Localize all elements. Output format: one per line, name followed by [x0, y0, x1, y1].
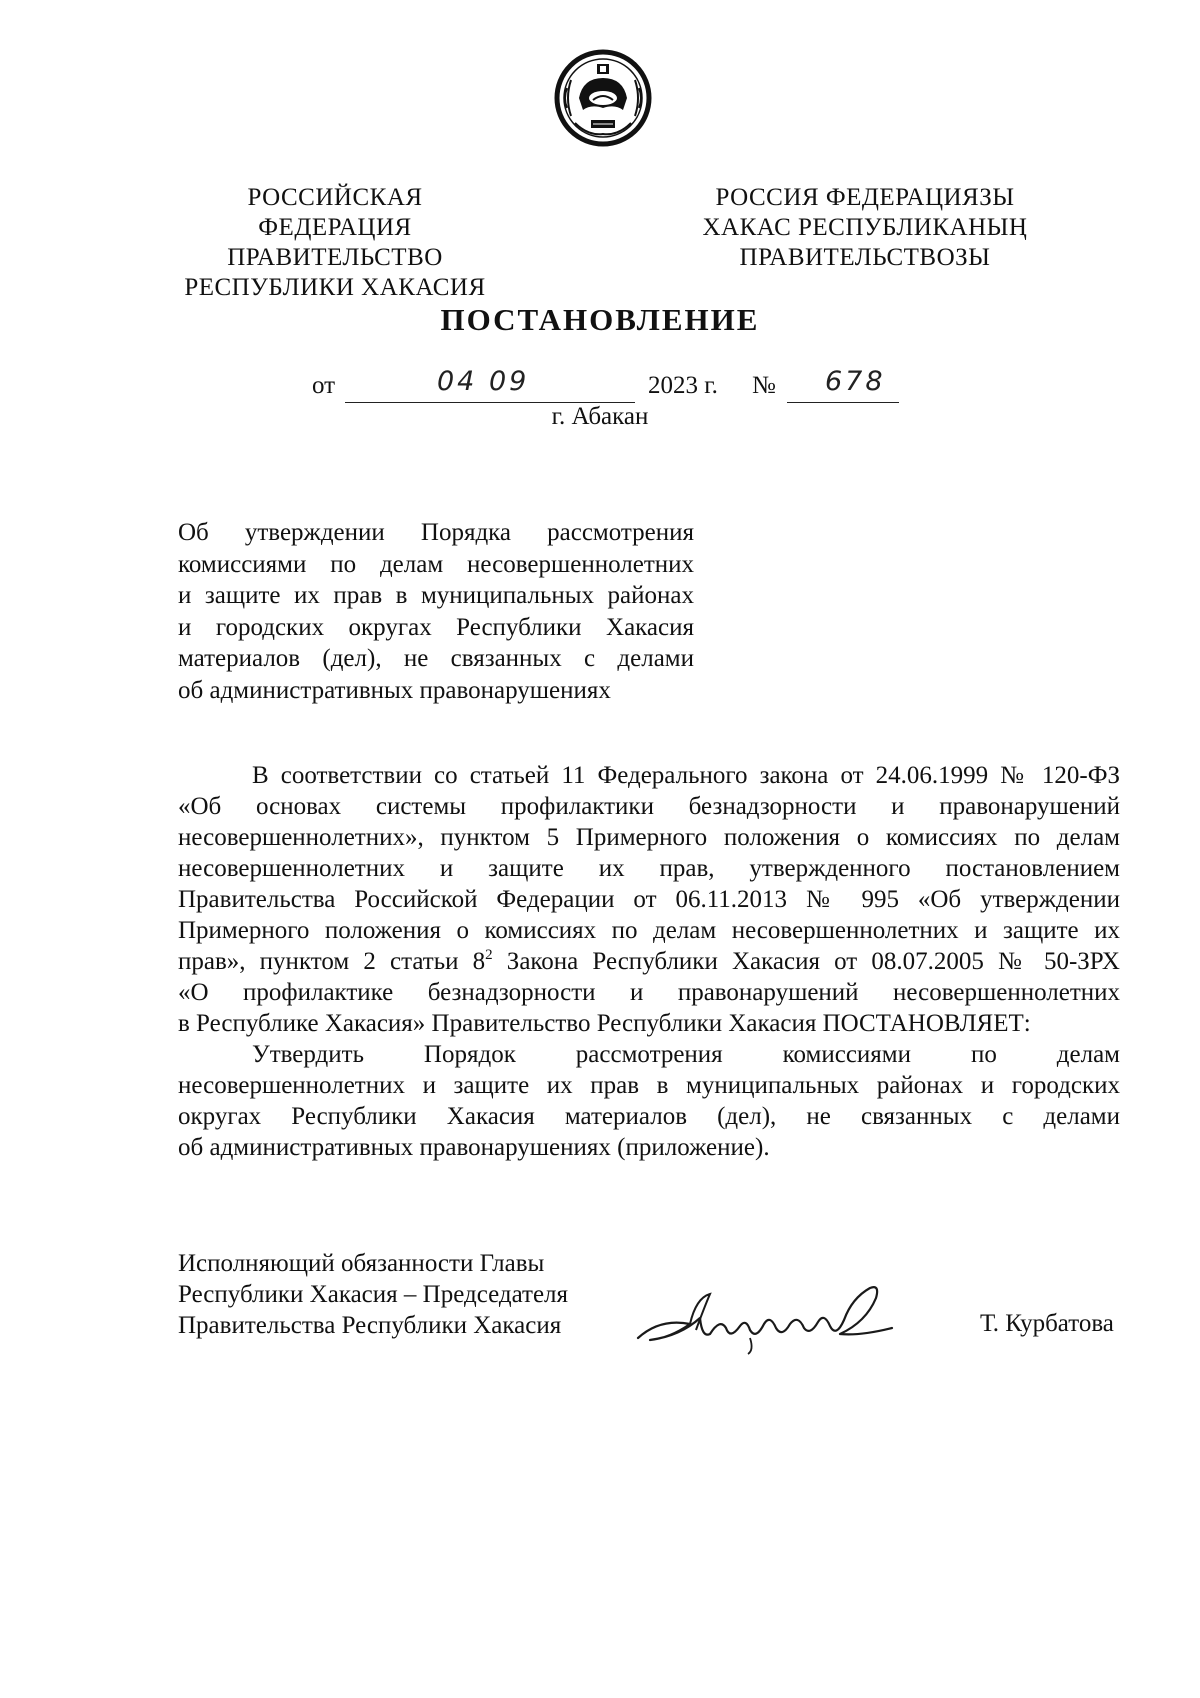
header-right-line-2: ХАКАС РЕСПУБЛИКАНЫҢ — [702, 214, 1028, 241]
body-line: несовершеннолетних», пунктом 5 Примерного положения о комиссиях по делам — [178, 824, 1120, 851]
date-prefix: от — [312, 372, 336, 399]
body-line: округах Республики Хакасия материалов (дел), не связанных с делами — [178, 1103, 1120, 1130]
city: г. Абакан — [551, 403, 649, 430]
subject-line: и городских округах Республики Хакасия — [178, 613, 694, 641]
position-line: Исполняющий обязанности Главы — [178, 1250, 545, 1277]
position-line: Республики Хакасия – Председателя — [178, 1281, 569, 1308]
position-line: Правительства Республики Хакасия — [178, 1312, 562, 1339]
subject-line: и защите их прав в муниципальных районах — [178, 582, 694, 609]
document-title: ПОСТАНОВЛЕНИЕ — [440, 302, 760, 337]
body-line: В соответствии со статьей 11 Федерального закона от 24.06.1999 № 120-ФЗ — [252, 762, 1120, 789]
body-line: Примерного положения о комиссиях по делам несовершеннолетних и защите их — [178, 917, 1120, 944]
document-body — [178, 760, 1120, 1163]
body-line: Утвердить Порядок рассмотрения комиссиями по делам — [252, 1041, 1120, 1068]
subject-line: Об утверждении Порядка рассмотрения — [178, 519, 694, 546]
handwritten-signature — [630, 1278, 900, 1358]
date-underline — [345, 368, 635, 403]
header-left-line-3: РЕСПУБЛИКИ ХАКАСИЯ — [184, 274, 486, 301]
header-right-line-1: РОССИЯ ФЕДЕРАЦИЯЗЫ — [715, 184, 1015, 211]
body-line: Правительства Российской Федерации от 06.11.2013 № 995 «Об утверждении — [178, 886, 1120, 913]
signatory-position — [178, 1248, 598, 1341]
body-line: несовершеннолетних и защите их прав, утвержденного постановлением — [178, 855, 1120, 882]
superscript: 2 — [485, 947, 493, 963]
subject-line: об административных правонарушениях — [178, 676, 611, 704]
number-label: № — [752, 372, 776, 399]
date-line — [0, 368, 1200, 404]
body-text-fragment: прав», пунктом 2 статьи 8 — [178, 948, 486, 975]
handwritten-date: 04 09 — [437, 366, 530, 397]
coat-of-arms-emblem — [553, 48, 653, 148]
body-line: несовершеннолетних и защите их прав в муниципальных районах и городских — [178, 1072, 1120, 1099]
header-right-line-3: ПРАВИТЕЛЬСТВОЗЫ — [739, 244, 991, 271]
body-line-with-superscript — [178, 946, 1120, 977]
signer-name: Т. Курбатова — [980, 1310, 1114, 1337]
body-line: в Республике Хакасия» Правительство Республики Хакасия ПОСТАНОВЛЯЕТ: — [178, 1010, 1031, 1037]
number-underline — [787, 368, 899, 403]
date-year: 2023 г. — [648, 372, 718, 399]
body-line: «О профилактике безнадзорности и правонарушений несовершеннолетних — [178, 979, 1120, 1006]
body-line: «Об основах системы профилактики безнадзорности и правонарушений — [178, 793, 1120, 820]
subject-line: комиссиями по делам несовершеннолетних — [178, 550, 694, 578]
subject-line: материалов (дел), не связанных с делами — [178, 645, 694, 672]
body-line: об административных правонарушениях (приложение). — [178, 1134, 770, 1161]
header-left-line-1: РОССИЙСКАЯ ФЕДЕРАЦИЯ — [247, 184, 423, 241]
handwritten-number: 678 — [825, 366, 886, 397]
header-right — [690, 183, 1040, 273]
header-left — [170, 183, 500, 303]
header-left-line-2: ПРАВИТЕЛЬСТВО — [227, 244, 443, 271]
document-subject — [178, 517, 694, 706]
body-text-fragment: Закона Республики Хакасия от 08.07.2005 № 50-ЗРХ — [492, 948, 1120, 975]
